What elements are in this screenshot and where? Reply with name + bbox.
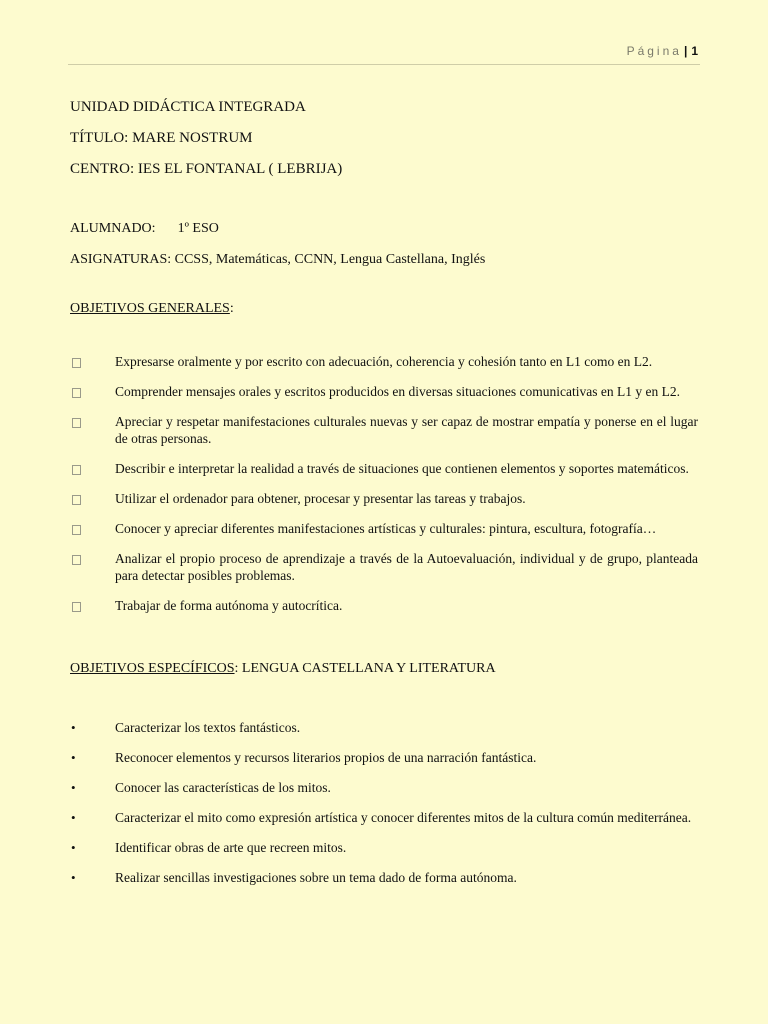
list-item-text: Reconocer elementos y recursos literarios propios de una narración fantástica. — [115, 750, 537, 765]
list-item-text: Describir e interpretar la realidad a través de situaciones que contienen elementos y soportes matemáticos. — [115, 461, 689, 476]
list-item-text: Caracterizar el mito como expresión artística y conocer diferentes mitos de la cultura común mediterránea. — [115, 810, 692, 825]
page-separator: | — [683, 44, 688, 58]
list-item-text: Utilizar el ordenador para obtener, procesar y presentar las tareas y trabajos. — [115, 491, 526, 506]
checkbox-square-icon — [72, 555, 81, 565]
list-item — [70, 779, 698, 796]
checkbox-square-icon — [72, 358, 81, 368]
page-label: Página — [626, 44, 682, 58]
specific-objectives-list — [70, 719, 698, 886]
specific-objectives-heading — [70, 655, 698, 683]
list-item-text: Conocer las características de los mitos. — [115, 780, 331, 795]
list-item — [70, 597, 698, 614]
specific-objectives-heading-suffix: : LENGUA CASTELLANA Y LITERATURA — [234, 661, 496, 676]
general-objectives-heading-suffix: : — [229, 301, 234, 316]
bullet-icon: • — [71, 840, 76, 855]
list-item — [70, 839, 698, 856]
students-value: 1º ESO — [177, 221, 219, 236]
list-item-text: Analizar el propio proceso de aprendizaje a través de la Autoevaluación, individual y de grupo, planteada para detectar posibles problemas. — [115, 551, 698, 583]
specific-objectives-heading-text: OBJETIVOS ESPECÍFICOS — [70, 661, 235, 676]
list-item-text: Realizar sencillas investigaciones sobre un tema dado de forma autónoma. — [115, 870, 517, 885]
list-item — [70, 383, 698, 400]
bullet-icon: • — [71, 750, 76, 765]
list-item-text: Caracterizar los textos fantásticos. — [115, 720, 301, 735]
list-item-text: Apreciar y respetar manifestaciones culturales nuevas y ser capaz de mostrar empatía y ponerse en el lugar de otras personas. — [115, 414, 698, 446]
list-item-text: Trabajar de forma autónoma y autocrítica. — [115, 598, 343, 613]
students-label: ALUMNADO: — [70, 221, 156, 236]
list-item-text: Expresarse oralmente y por escrito con adecuación, coherencia y cohesión tanto en L1 como en L2. — [115, 354, 653, 369]
list-item — [70, 809, 698, 826]
checkbox-square-icon — [72, 602, 81, 612]
bullet-icon: • — [71, 870, 76, 885]
list-item — [70, 490, 698, 507]
general-objectives-list — [70, 353, 698, 614]
document-title: TÍTULO: MARE NOSTRUM — [70, 130, 253, 146]
checkbox-square-icon — [72, 465, 81, 475]
checkbox-square-icon — [72, 525, 81, 535]
document-body — [70, 92, 698, 899]
list-item — [70, 460, 698, 477]
list-item-text: Comprender mensajes orales y escritos producidos en diversas situaciones comunicativas en L1 y en L2. — [115, 384, 680, 399]
list-item — [70, 413, 698, 447]
checkbox-square-icon — [72, 495, 81, 505]
page-header — [627, 44, 698, 58]
bullet-icon: • — [71, 810, 76, 825]
unit-title: UNIDAD DIDÁCTICA INTEGRADA — [70, 99, 306, 115]
list-item — [70, 520, 698, 537]
list-item — [70, 749, 698, 766]
list-item-text: Identificar obras de arte que recreen mitos. — [115, 840, 347, 855]
list-item — [70, 353, 698, 370]
checkbox-square-icon — [72, 418, 81, 428]
general-objectives-heading-text: OBJETIVOS GENERALES — [70, 301, 230, 316]
students-line — [70, 213, 698, 244]
centre-line: CENTRO: IES EL FONTANAL ( LEBRIJA) — [70, 161, 343, 177]
header-divider — [68, 64, 700, 65]
list-item — [70, 719, 698, 736]
general-objectives-heading — [70, 295, 698, 323]
bullet-icon: • — [71, 720, 76, 735]
list-item — [70, 869, 698, 886]
checkbox-square-icon — [72, 388, 81, 398]
bullet-icon: • — [71, 780, 76, 795]
list-item-text: Conocer y apreciar diferentes manifestaciones artísticas y culturales: pintura, escultura, fotografía… — [115, 521, 657, 536]
subjects-line: ASIGNATURAS: CCSS, Matemáticas, CCNN, Lengua Castellana, Inglés — [70, 252, 486, 267]
page-number: 1 — [691, 44, 698, 58]
list-item — [70, 550, 698, 584]
